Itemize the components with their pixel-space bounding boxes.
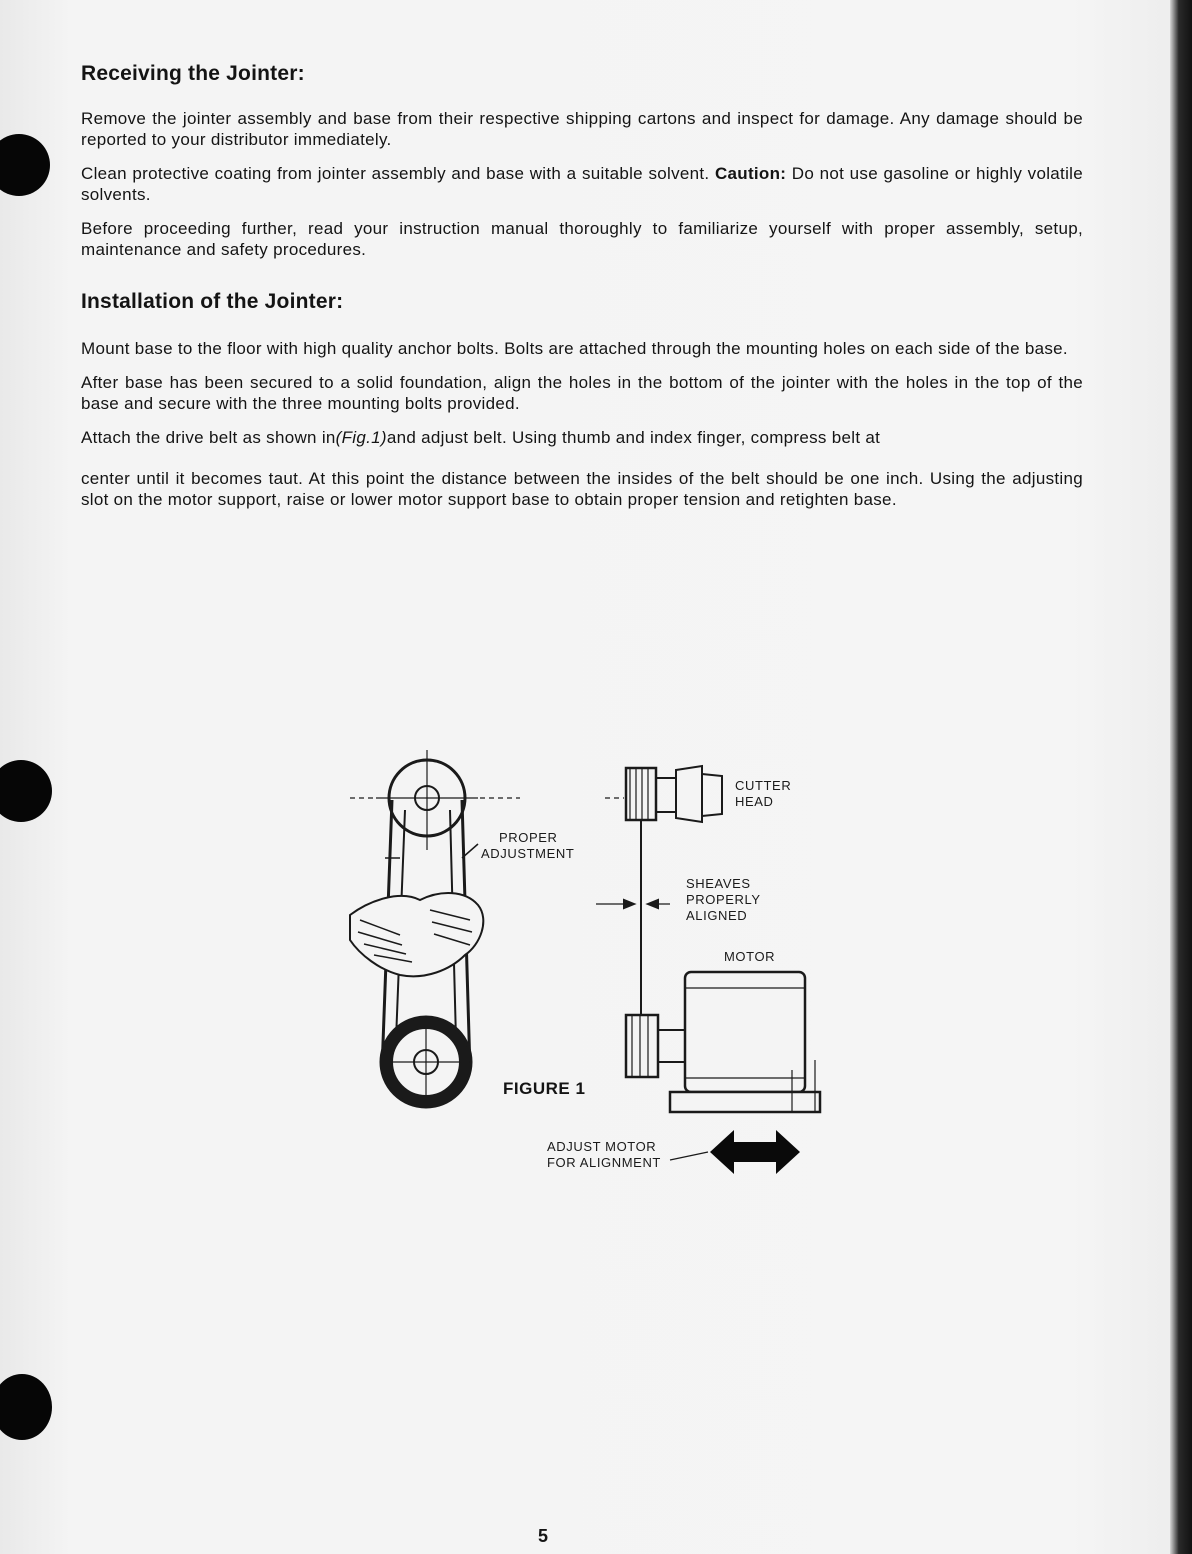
paragraph-clean (81, 163, 1083, 205)
text-clean-before: Clean protective coating from jointer assembly and base with a suitable solvent. (81, 164, 715, 183)
hand-compressing-belt (350, 893, 483, 976)
label-adjust-motor (547, 1139, 661, 1171)
binder-hole-bottom (0, 1374, 52, 1440)
caution-label: Caution: (714, 164, 787, 183)
label-motor: MOTOR (724, 949, 776, 964)
page-number: 5 (538, 1526, 549, 1546)
text-attach-after: and adjust belt. Using thumb and index finger, compress belt at (386, 428, 881, 447)
heading-receiving: Receiving the Jointer: (81, 62, 305, 85)
paragraph-belt-tension: center until it becomes taut. At this point the distance between the insides of the belt should be one inch. Using the adjusting slot on the motor support, raise or lower motor support base to obtain proper tension and retighten base. (81, 469, 1083, 509)
figure-reference: (Fig.1) (335, 428, 387, 447)
paragraph-before-proceeding: Before proceeding further, read your instruction manual thoroughly to familiarize yourself with proper assembly, setup, maintenance and safety procedures. (81, 219, 1083, 259)
label-proper-line: PROPER (499, 830, 558, 845)
page-edge-shadow (1170, 0, 1192, 1554)
double-arrow-icon (710, 1130, 800, 1174)
binder-hole-top (0, 134, 50, 196)
label-cutter-head (735, 778, 791, 810)
label-head-line: HEAD (735, 794, 774, 809)
label-aligned-line: ALIGNED (686, 908, 748, 923)
paragraph-mount-base: Mount base to the floor with high quality anchor bolts. Bolts are attached through the mounting holes on each side of the base. (81, 339, 1068, 358)
text-content (81, 62, 1083, 523)
binder-hole-middle (0, 760, 52, 822)
label-sheaves-line: SHEAVES (686, 876, 751, 891)
figure-caption: FIGURE 1 (503, 1079, 586, 1098)
heading-installation: Installation of the Jointer: (81, 290, 344, 313)
paragraph-remove: Remove the jointer assembly and base from their respective shipping cartons and inspect for damage. Any damage should be reported to your distributor immediately. (81, 109, 1083, 149)
paragraph-attach-belt (81, 427, 1083, 448)
label-adjust-motor-line: ADJUST MOTOR (547, 1139, 657, 1154)
label-proper-adjustment (481, 830, 574, 862)
text-attach-before: Attach the drive belt as shown in (81, 428, 336, 447)
paragraph-align-holes: After base has been secured to a solid foundation, align the holes in the bottom of the jointer with the holes in the top of the base and secure with the three mounting bolts provided. (81, 373, 1083, 413)
label-adjustment-line: ADJUSTMENT (481, 846, 575, 861)
label-properly-line: PROPERLY (686, 892, 761, 907)
label-sheaves-aligned (686, 876, 761, 924)
label-for-alignment-line: FOR ALIGNMENT (547, 1155, 661, 1170)
motor-body (685, 972, 805, 1092)
text-clean-after: Do not use gasoline or highly volatile solvents. (81, 164, 1083, 204)
label-cutter-line: CUTTER (735, 778, 792, 793)
